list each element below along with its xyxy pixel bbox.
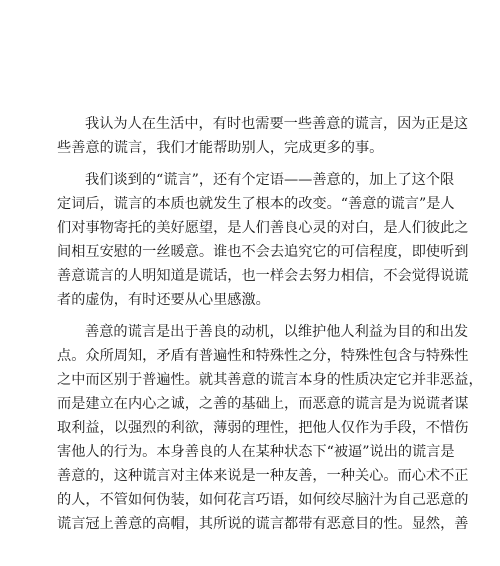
text-line: 善意的谎言是出于善良的动机，以维护他人利益为目的和出发 (85, 324, 469, 340)
text-line: 点。众所周知，矛盾有普遍性和特殊性之分，特殊性包含与特殊性 (57, 348, 469, 364)
text-line: 善意谎言的人明知道是谎话，也一样会去努力相信，不会觉得说谎 (57, 268, 469, 284)
text-line: 善意的，这种谎言对主体来说是一种友善，一种关心。而心术不正 (57, 468, 469, 484)
text-line: 取利益，以强烈的利欲，薄弱的理性，把他人仅作为手段，不惜伤 (57, 420, 469, 436)
text-line: 我认为人在生活中，有时也需要一些善意的谎言，因为正是这 (85, 116, 469, 132)
text-line: 者的虚伪，有时还要从心里感激。 (57, 292, 270, 308)
text-line: 谎言冠上善意的高帽，其所说的谎言都带有恶意目的性。显然，善 (57, 516, 469, 532)
paragraph-1 (57, 112, 469, 160)
essay-body (57, 112, 483, 544)
text-line: 们对事物寄托的美好愿望，是人们善良心灵的对白，是人们彼此之 (57, 220, 469, 236)
text-line: 之中而区别于普遍性。就其善意的谎言本身的性质决定它并非恶益， (57, 372, 483, 388)
text-line: 些善意的谎言，我们才能帮助别人，完成更多的事。 (57, 140, 384, 156)
text-line: 害他人的行为。本身善良的人在某种状态下“被逼”说出的谎言是 (57, 444, 455, 460)
text-line: 间相互安慰的一丝暖意。谁也不会去追究它的可信程度，即使听到 (57, 244, 469, 260)
text-line: 而是建立在内心之诚，之善的基础上，而恶意的谎言是为说谎者谋 (57, 396, 469, 412)
paragraph-3 (57, 320, 483, 536)
text-line: 的人，不管如何伪装，如何花言巧语，如何绞尽脑汁为自己恶意的 (57, 492, 469, 508)
paragraph-2 (57, 168, 469, 312)
text-line: 我们谈到的“谎言”，还有个定语——善意的，加上了这个限 (85, 172, 455, 188)
text-line: 定词后，谎言的本质也就发生了根本的改变。“善意的谎言”是人 (57, 196, 455, 212)
